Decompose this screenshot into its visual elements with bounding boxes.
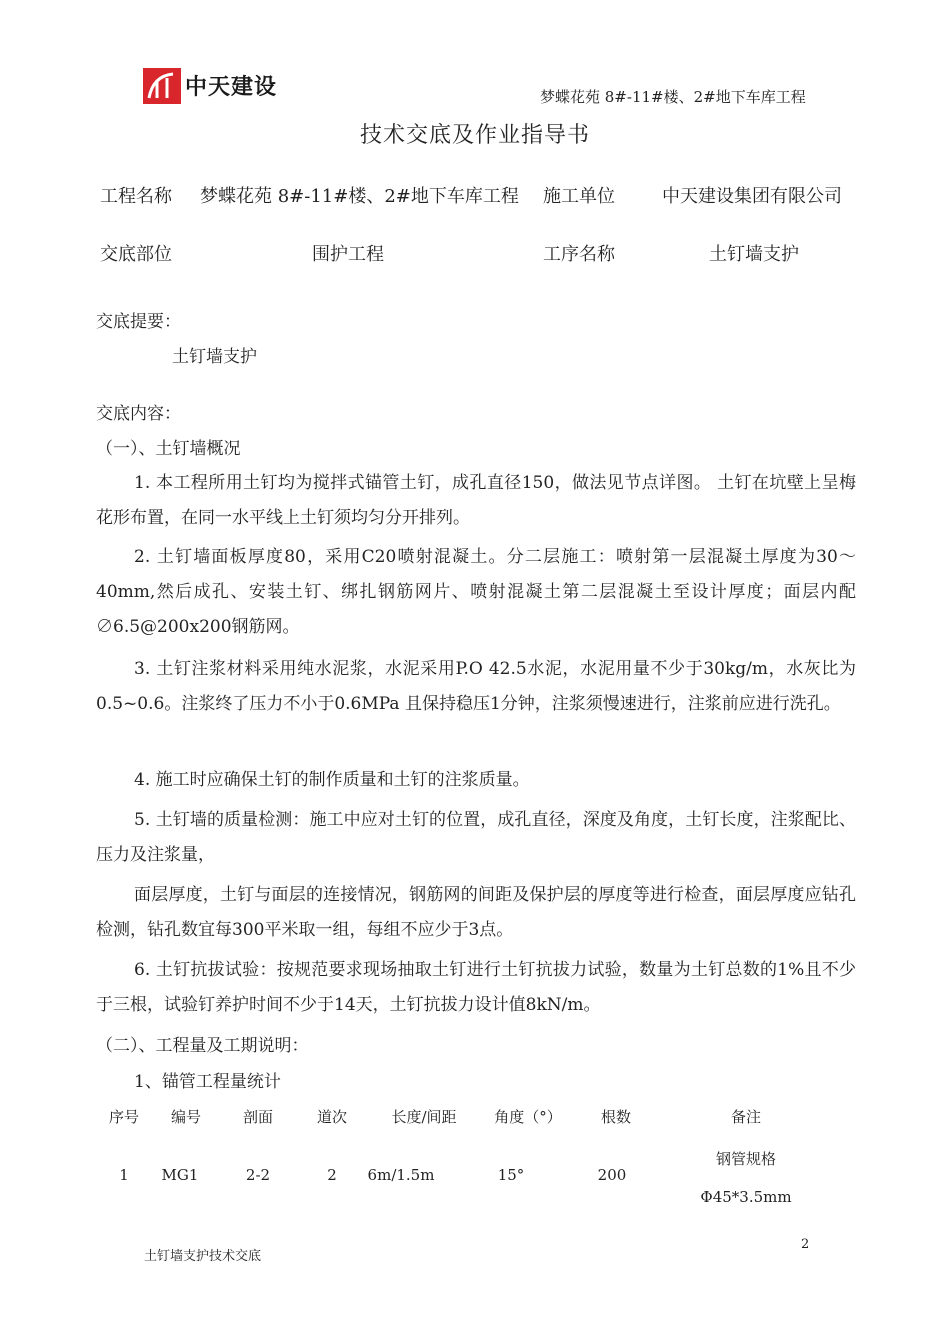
process-name-label: 工序名称	[543, 244, 615, 265]
company-logo	[143, 68, 276, 104]
disclosure-part-value: 围护工程	[312, 244, 384, 265]
subsection-1-heading: 1、锚管工程量统计	[134, 1072, 281, 1092]
summary-label: 交底提要：	[96, 312, 181, 332]
table-cell-remark-line1: 钢管规格	[715, 1150, 776, 1168]
paragraph-5-continued: 面层厚度，土钉与面层的连接情况，钢筋网的间距及保护层的厚度等进行检查，面层厚度应钻孔检测，钻孔数宜每300平米取一组，每组不应少于3点。	[96, 885, 856, 940]
paragraph-4: 4. 施工时应确保土钉的制作质量和土钉的注浆质量。	[134, 770, 530, 790]
table-header-count: 根数	[600, 1108, 631, 1126]
section-2-heading: （二）、工程量及工期说明：	[96, 1036, 309, 1056]
table-cell-code: MG1	[161, 1166, 199, 1184]
table-cell-count: 200	[597, 1166, 627, 1184]
table-header-no: 序号	[108, 1108, 139, 1126]
paragraph-1: 1. 本工程所用土钉均为搅拌式锚管土钉，成孔直径150，做法见节点详图。 土钉在坑壁上呈梅花形布置，在同一水平线上土钉须均匀分开排列。	[96, 473, 856, 528]
paragraph-3: 3. 土钉注浆材料采用纯水泥浆，水泥采用P.O 42.5水泥，水泥用量不少于30kg/m，水灰比为0.5~0.6。注浆终了压力不小于0.6MPa 且保持稳压1分钟，注浆须慢速进行，注浆前应进行洗孔。	[96, 659, 857, 714]
disclosure-part-label: 交底部位	[100, 244, 172, 265]
table-cell-no: 1	[119, 1166, 129, 1184]
company-logo-text: 中天建设	[185, 75, 278, 100]
paragraph-5: 5. 土钉墙的质量检测：施工中应对土钉的位置，成孔直径，深度及角度，土钉长度，注浆配比、压力及注浆量，	[96, 810, 856, 865]
company-logo-mark	[143, 68, 183, 104]
content-label: 交底内容：	[96, 404, 181, 424]
project-name-label: 工程名称	[100, 186, 172, 207]
section-1-heading: （一）、土钉墙概况	[96, 439, 241, 459]
header-project: 梦蝶花苑 8#-11#楼、2#地下车库工程	[540, 88, 806, 106]
process-name-value: 土钉墙支护	[709, 244, 799, 265]
table-cell-section: 2-2	[245, 1166, 271, 1184]
table-cell-remark-line2: Φ45*3.5mm	[700, 1188, 792, 1206]
paragraph-2: 2. 土钉墙面板厚度80，采用C20喷射混凝土。分二层施工：喷射第一层混凝土厚度为30～40mm,然后成孔、安装土钉、绑扎钢筋网片、喷射混凝土第二层混凝土至设计厚度；面层内配∅6.5@200x200钢筋网。	[96, 547, 856, 637]
table-cell-pass: 2	[327, 1166, 337, 1184]
document-title: 技术交底及作业指导书	[359, 123, 590, 148]
project-name-value: 梦蝶花苑 8#-11#楼、2#地下车库工程	[200, 186, 519, 207]
table-header-length: 长度/间距	[391, 1108, 457, 1126]
table-cell-length: 6m/1.5m	[367, 1166, 435, 1184]
table-header-remark: 备注	[730, 1108, 761, 1126]
table-header-code: 编号	[170, 1108, 201, 1126]
table-header-section: 剖面	[242, 1108, 273, 1126]
construction-unit-value: 中天建设集团有限公司	[662, 186, 842, 207]
table-cell-angle: 15°	[497, 1166, 525, 1184]
table-header-angle: 角度（°）	[494, 1108, 562, 1126]
construction-unit-label: 施工单位	[543, 186, 615, 207]
page-number: 2	[801, 1237, 810, 1252]
paragraph-6: 6. 土钉抗拔试验：按规范要求现场抽取土钉进行土钉抗拔力试验，数量为土钉总数的1%且不少于三根，试验钉养护时间不少于14天，土钉抗拔力设计值8kN/m。	[96, 960, 856, 1015]
footer-title: 土钉墙支护技术交底	[144, 1249, 262, 1264]
summary-value: 土钉墙支护	[172, 347, 257, 367]
table-header-pass: 道次	[316, 1108, 347, 1126]
